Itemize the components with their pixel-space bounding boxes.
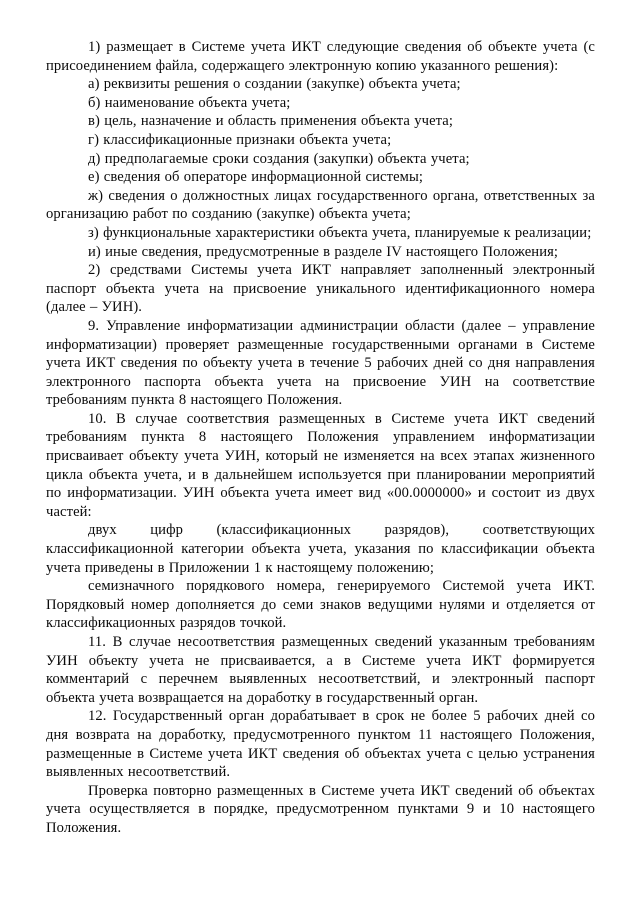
paragraph: ж) сведения о должностных лицах государственного органа, ответственных за организацию работ по созданию (закупке) объекта учета; — [46, 187, 595, 223]
paragraph: и) иные сведения, предусмотренные в разделе IV настоящего Положения; — [88, 243, 559, 260]
paragraph: Проверка повторно размещенных в Системе учета ИКТ сведений об объектах учета осуществляется в порядке, предусмотренном пунктами 9 и 10 настоящего Положения. — [46, 782, 595, 836]
paragraph: 11. В случае несоответствия размещенных сведений указанным требованиям УИН объекту учета не присваивается, а в Системе учета ИКТ формируется комментарий с перечнем выявленных несоответствий, и электронный паспорт объекта учета возвращается на доработку в государственный орган. — [46, 634, 595, 706]
paragraph: 9. Управление информатизации администрации области (далее – управление информатизации) проверяет размещенные государственными органами в Системе учета ИКТ сведения по объекту учета в течение 5 рабочих дней со дня направления электронного паспорта объекта учета на присвоение УИН на соответствие требованиям пункта 8 настоящего Положения. — [46, 317, 595, 409]
paragraph: 12. Государственный орган дорабатывает в срок не более 5 рабочих дней со дня возврата на доработку, предусмотренного пунктом 11 настоящего Положения, размещенные в Системе учета ИКТ сведения об объектах учета с целью устранения выявленных несоответствий. — [46, 708, 595, 781]
paragraph: 10. В случае соответствия размещенных в Системе учета ИКТ сведений требованиям пункта 8 настоящего Положения управлением информатизации присваивает объекту учета УИН, который не изменяется на всех этапах жизненного цикла объекта учета, и в дальнейшем используется при планировании мероприятий по информатизации. УИН объекта учета имеет вид «00.0000000» и состоит из двух частей: — [46, 410, 595, 520]
paragraph: двух цифр (классификационных разрядов), соответствующих классификационной категории объекта учета, указания по классификации объекта учета приведены в Приложении 1 к настоящему положению; — [46, 522, 595, 576]
paragraph: в) цель, назначение и область применения объекта учета; — [88, 113, 454, 130]
paragraph: а) реквизиты решения о создании (закупке) объекта учета; — [88, 76, 461, 93]
paragraph: д) предполагаемые сроки создания (закупки) объекта учета; — [88, 150, 470, 167]
document-text-block — [46, 38, 595, 838]
paragraph: б) наименование объекта учета; — [88, 94, 291, 111]
paragraph: е) сведения об операторе информационной системы; — [88, 169, 424, 186]
paragraph: 1) размещает в Системе учета ИКТ следующие сведения об объекте учета (с присоединением файла, содержащего электронную копию указанного решения): — [46, 39, 595, 74]
paragraph: з) функциональные характеристики объекта учета, планируемые к реализации; — [88, 224, 592, 241]
paragraph: семизначного порядкового номера, генерируемого Системой учета ИКТ. Порядковый номер дополняется до семи знаков ведущими нулями и отделяется от классификационных разрядов точкой. — [46, 578, 595, 632]
paragraph: 2) средствами Системы учета ИКТ направляет заполненный электронный паспорт объекта учета на присвоение уникального идентификационного номера (далее – УИН). — [46, 262, 595, 316]
paragraph: г) классификационные признаки объекта учета; — [88, 131, 392, 148]
